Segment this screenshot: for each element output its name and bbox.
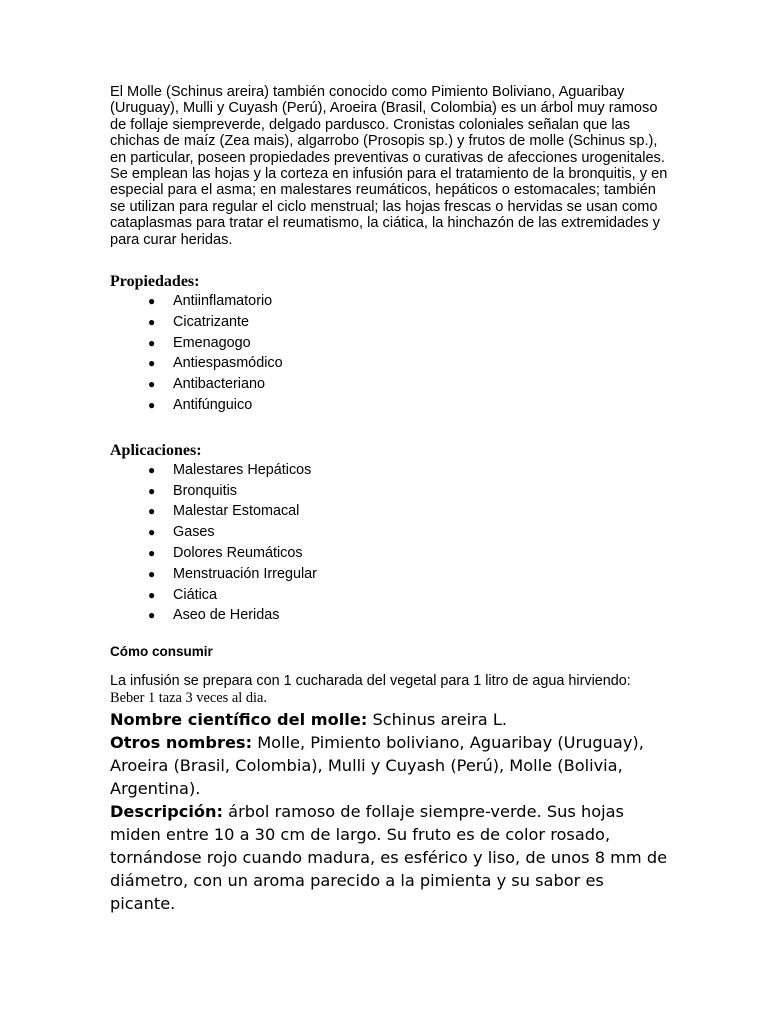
list-item: ● Antifúnguico <box>110 395 670 416</box>
consumir-instructions: La infusión se prepara con 1 cucharada del vegetal para 1 litro de agua hirviendo: <box>110 673 631 690</box>
bullet-icon: ● <box>148 314 156 329</box>
bullet-icon: ● <box>148 566 156 581</box>
list-item: ● Menstruación Irregular <box>110 564 670 585</box>
scientific-name-label: Nombre científico del molle: <box>110 710 368 730</box>
list-item: ● Antiinflamatorio <box>110 291 670 312</box>
list-item: ● Malestares Hepáticos <box>110 460 670 481</box>
bullet-icon: ● <box>148 587 156 602</box>
other-names-label: Otros nombres: <box>110 733 253 753</box>
other-names-value: Molle, Pimiento boliviano, Aguaribay (Uruguay), Aroeira (Brasil, Colombia), Mulli y Cuyash (Perú), Molle (Bolivia, Argentina). <box>110 733 644 799</box>
aplicaciones-heading: Aplicaciones: <box>110 441 202 459</box>
description-label: Descripción: <box>110 802 224 822</box>
list-item: ● Aseo de Heridas <box>110 605 670 626</box>
scientific-name-value: Schinus areira L. <box>367 710 508 730</box>
bullet-icon: ● <box>148 294 156 309</box>
bullet-icon: ● <box>148 483 156 498</box>
propiedades-list <box>110 291 670 416</box>
description-line <box>110 800 670 915</box>
aplicaciones-list <box>110 460 670 626</box>
como-consumir-heading: Cómo consumir <box>110 644 213 660</box>
molle-facts <box>110 708 670 915</box>
bullet-icon: ● <box>148 398 156 413</box>
other-names-line <box>110 731 670 800</box>
list-item: ● Antibacteriano <box>110 374 670 395</box>
list-item: ● Ciática <box>110 585 670 606</box>
bullet-icon: ● <box>148 525 156 540</box>
scientific-name-line <box>110 708 670 731</box>
list-item: ● Cicatrizante <box>110 312 670 333</box>
list-item: ● Emenagogo <box>110 333 670 354</box>
bullet-icon: ● <box>148 462 156 477</box>
list-item: ● Bronquitis <box>110 481 670 502</box>
bullet-icon: ● <box>148 356 156 371</box>
intro-paragraph: El Molle (Schinus areira) también conocido como Pimiento Boliviano, Aguaribay (Uruguay), Mulli y Cuyash (Perú), Aroeira (Brasil, Colombia) es un árbol muy ramoso de follaje siempreverde, delgado pardusco. Cronistas coloniales señalan que las chichas de maíz (Zea mais), algarrobo (Prosopis sp.) y frutos de molle (Schinus sp.), en particular, poseen propiedades preventivas o curativas de afecciones urogenitales. Se emplean las hojas y la corteza en infusión para el tratamiento de la bronquitis, y en especial para el asma; en malestares reumáticos, hepáticos o estomacales; también se utilizan para regular el ciclo menstrual; las hojas frescas o hervidas se usan como cataplasmas para tratar el reumatismo, la ciática, la hinchazón de las extremidades y para curar heridas. <box>110 84 668 248</box>
bullet-icon: ● <box>148 377 156 392</box>
list-item: ● Malestar Estomacal <box>110 501 670 522</box>
description-value: árbol ramoso de follaje siempre-verde. Sus hojas miden entre 10 a 30 cm de largo. Su fruto es de color rosado, tornándose rojo cuando madura, es esférico y liso, de unos 8 mm de diámetro, con un aroma parecido a la pimienta y su sabor es picante. <box>110 802 668 914</box>
bullet-icon: ● <box>148 335 156 350</box>
bullet-icon: ● <box>148 504 156 519</box>
bullet-icon: ● <box>148 546 156 561</box>
bullet-icon: ● <box>148 608 156 623</box>
list-item: ● Dolores Reumáticos <box>110 543 670 564</box>
list-item: ● Antiespasmódico <box>110 353 670 374</box>
consumir-dosage: Beber 1 taza 3 veces al dia. <box>110 690 268 707</box>
propiedades-heading: Propiedades: <box>110 273 200 291</box>
document-page <box>110 84 670 915</box>
list-item: ● Gases <box>110 522 670 543</box>
